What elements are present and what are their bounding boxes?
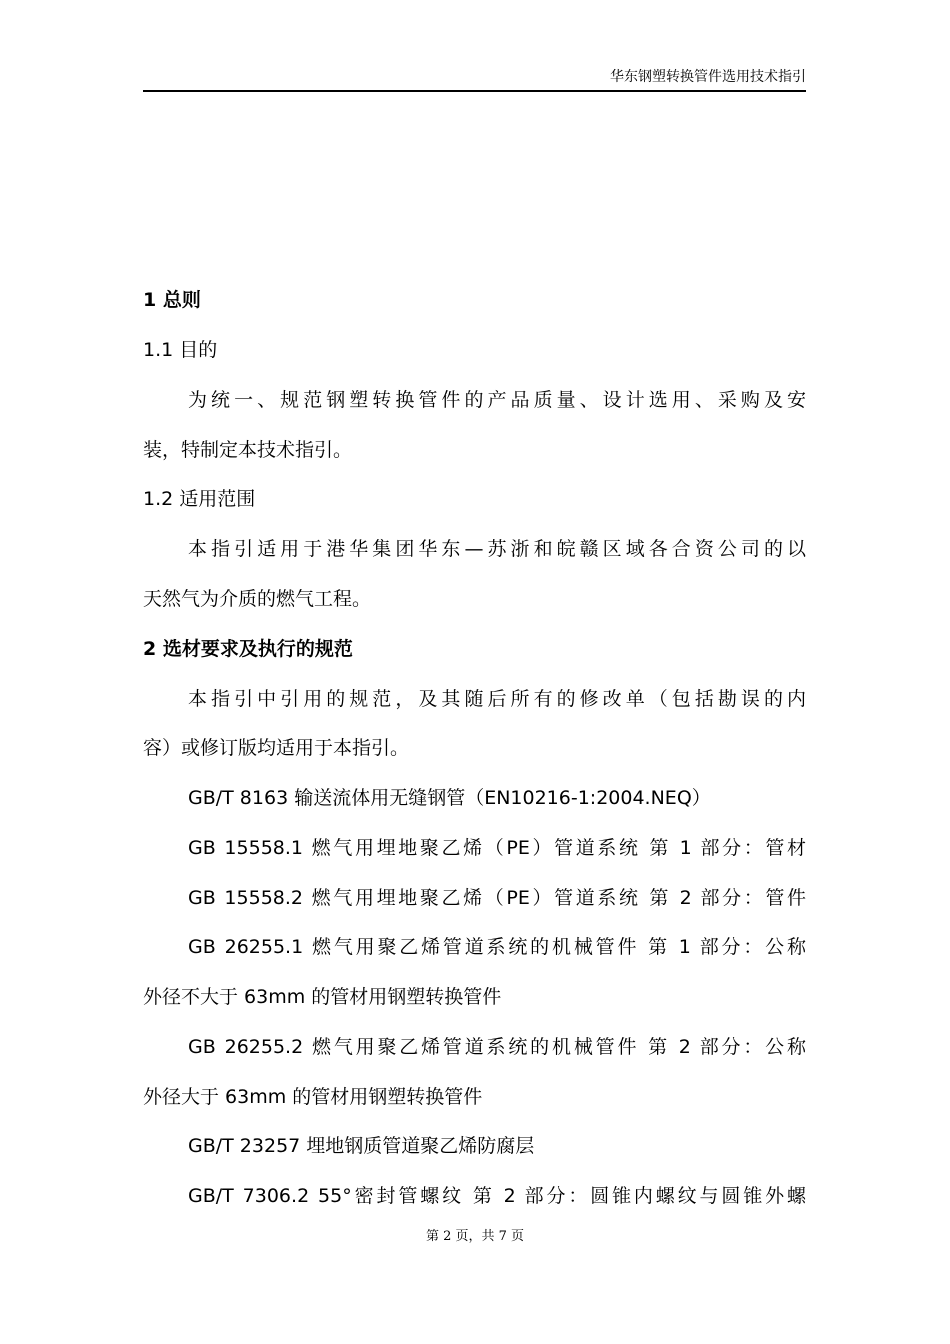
section-heading-2: 2 选材要求及执行的规范	[143, 638, 353, 660]
paragraph-purpose-line-2: 装，特制定本技术指引。	[143, 439, 353, 461]
standard-item: GB/T 8163 输送流体用无缝钢管（EN10216-1:2004.NEQ）	[188, 787, 711, 809]
standard-item: GB/T 7306.2 55°密封管螺纹 第 2 部分：圆锥内螺纹与圆锥外螺	[188, 1185, 806, 1207]
paragraph-scope-line-2: 天然气为介质的燃气工程。	[143, 588, 372, 610]
standard-item: GB/T 23257 埋地钢质管道聚乙烯防腐层	[188, 1135, 535, 1157]
subsection-heading-1-1: 1.1 目的	[143, 339, 218, 361]
page-header	[143, 66, 806, 92]
standard-item-continuation: 外径不大于 63mm 的管材用钢塑转换管件	[143, 986, 502, 1008]
paragraph-purpose-line-1: 为统一、规范钢塑转换管件的产品质量、设计选用、采购及安	[188, 389, 806, 411]
subsection-heading-1-2: 1.2 适用范围	[143, 488, 256, 510]
standard-item: GB 26255.1 燃气用聚乙烯管道系统的机械管件 第 1 部分：公称	[188, 936, 806, 958]
paragraph-references-line-2: 容）或修订版均适用于本指引。	[143, 737, 410, 759]
standard-item-continuation: 外径大于 63mm 的管材用钢塑转换管件	[143, 1086, 483, 1108]
paragraph-references-line-1: 本指引中引用的规范，及其随后所有的修改单（包括勘误的内	[188, 688, 806, 710]
header-title: 华东钢塑转换管件选用技术指引	[610, 69, 806, 85]
paragraph-scope-line-1: 本指引适用于港华集团华东—苏浙和皖赣区域各合资公司的以	[188, 538, 806, 560]
page-footer: 第 2 页，共 7 页	[425, 1229, 525, 1244]
standard-item: GB 15558.1 燃气用埋地聚乙烯（PE）管道系统 第 1 部分：管材	[188, 837, 806, 859]
standard-item: GB 15558.2 燃气用埋地聚乙烯（PE）管道系统 第 2 部分：管件	[188, 887, 806, 909]
standard-item: GB 26255.2 燃气用聚乙烯管道系统的机械管件 第 2 部分：公称	[188, 1036, 806, 1058]
section-heading-1: 1 总则	[143, 289, 201, 311]
